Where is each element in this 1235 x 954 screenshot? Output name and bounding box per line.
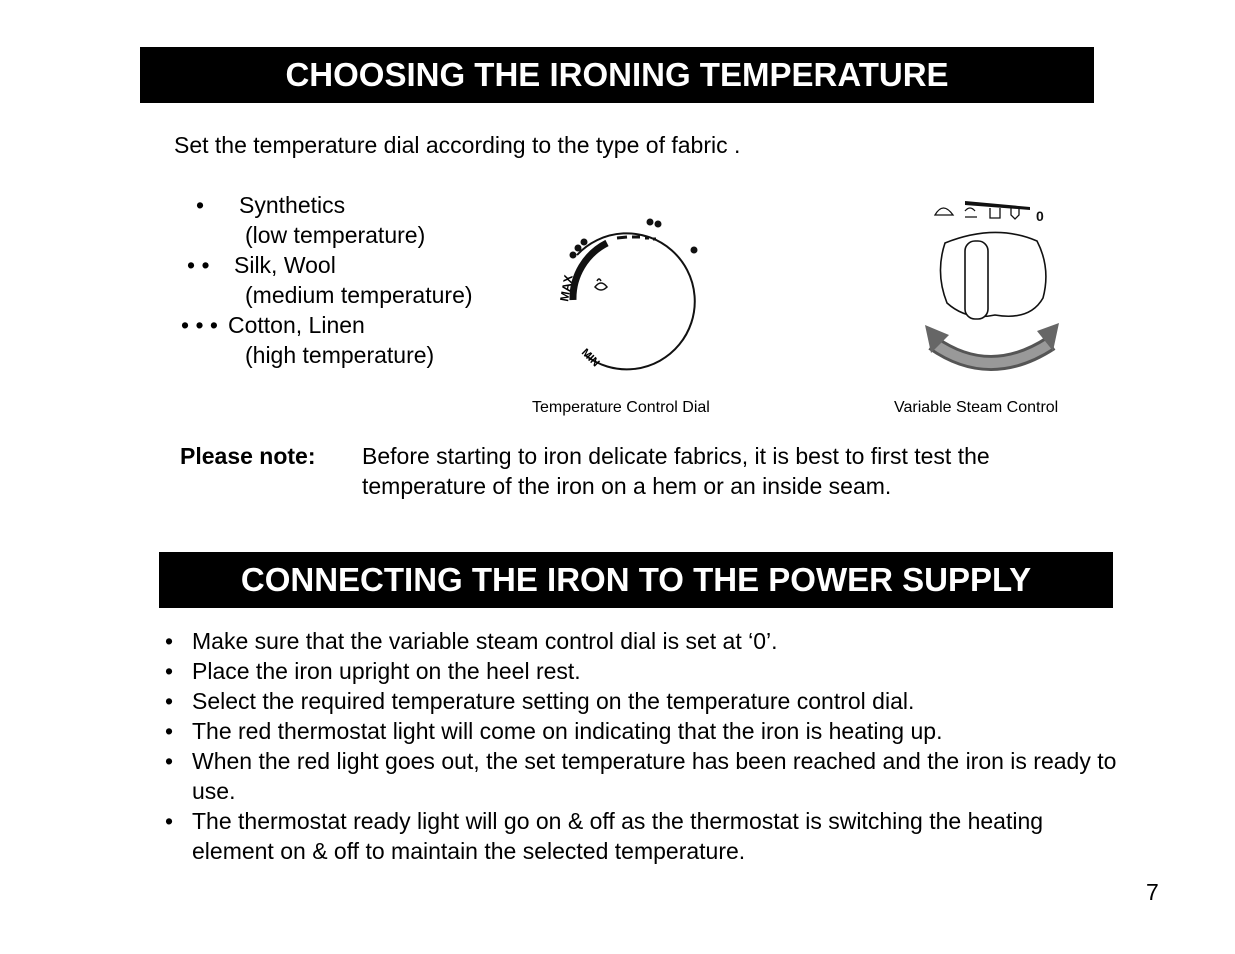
fabric-name-synthetics: Synthetics: [239, 192, 346, 218]
bullet-icon: •: [165, 748, 174, 774]
list-item-text: Place the iron upright on the heel rest.: [192, 658, 581, 684]
steam-symbol-icon: [595, 279, 607, 290]
fabric-dots-silk: • •: [187, 252, 210, 278]
dial-max-label: MAX: [557, 273, 576, 303]
steam-caption: Variable Steam Control: [894, 399, 1059, 416]
steam-knob: [940, 232, 1045, 316]
bullet-icon: •: [165, 718, 174, 744]
fabric-temp-synthetics: (low temperature): [245, 222, 426, 248]
note-label: Please note:: [180, 443, 316, 469]
list-item-text: Select the required temperature setting on the temperature control dial.: [192, 688, 915, 714]
note-line-2: temperature of the iron on a hem or an inside seam.: [362, 473, 892, 499]
steam-control-illustration: [925, 193, 1065, 373]
list-item-text: The red thermostat light will come on indicating that the iron is heating up.: [192, 718, 943, 744]
dial-dot-one: [691, 247, 698, 254]
fabric-name-cotton: Cotton, Linen: [228, 312, 365, 338]
list-item-text: When the red light goes out, the set temperature has been reached and the iron is ready to use.: [192, 748, 1117, 804]
steam-symbols-icon: [935, 207, 1019, 219]
steam-knob-grip: [965, 241, 988, 319]
bullet-icon: •: [165, 658, 174, 684]
dial-caption: Temperature Control Dial: [532, 399, 710, 416]
dial-min-label: MIN: [578, 346, 602, 370]
intro-text: Set the temperature dial according to the type of fabric .: [174, 132, 741, 158]
list-item-text: The thermostat ready light will go on & off as the thermostat is switching the heating element on & off to maintain the selected temperature.: [192, 808, 1044, 864]
bullet-icon: •: [165, 688, 174, 714]
fabric-name-silk: Silk, Wool: [234, 252, 336, 278]
steam-zero-label: 0: [1036, 208, 1044, 224]
bullet-icon: •: [165, 628, 174, 654]
dial-dots-two: [647, 219, 654, 226]
dial-dots-three: [570, 252, 577, 259]
dial-max-band: [573, 243, 607, 300]
section-title-ironing-temperature: CHOOSING THE IRONING TEMPERATURE: [140, 47, 1094, 103]
section-title-power-supply: CONNECTING THE IRON TO THE POWER SUPPLY: [159, 552, 1113, 608]
fabric-dots-synthetics: •: [196, 192, 205, 218]
temperature-dial-illustration: [545, 205, 720, 385]
bullet-icon: •: [165, 808, 174, 834]
note-line-1: Before starting to iron delicate fabrics, it is best to first test the: [362, 443, 990, 469]
list-item-text: Make sure that the variable steam control dial is set at ‘0’.: [192, 628, 778, 654]
steam-scale-wedge: [965, 201, 1030, 210]
fabric-temp-silk: (medium temperature): [245, 282, 473, 308]
page-number: 7: [1146, 879, 1159, 905]
fabric-dots-cotton: • • •: [181, 312, 218, 338]
fabric-temp-cotton: (high temperature): [245, 342, 435, 368]
